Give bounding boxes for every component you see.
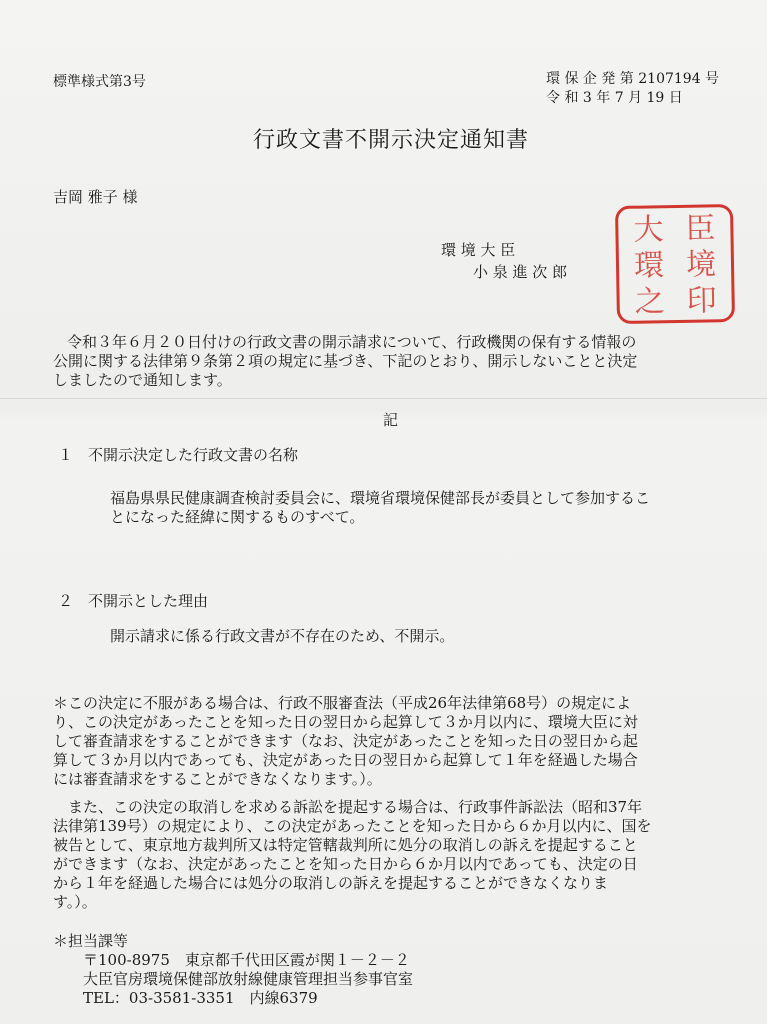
notice-line: また、この決定の取消しを求める訴訟を提起する場合は、行政事件訴訟法（昭和37年 — [53, 798, 643, 816]
seal-char: 臣 — [685, 211, 716, 247]
section2-heading: ２ 不開示とした理由 — [58, 592, 209, 610]
intro-paragraph — [53, 333, 637, 390]
intro-line: 公開に関する法律第９条第２項の規定に基づき、下記のとおり、開示しないことと決定 — [53, 352, 638, 370]
document-title: 行政文書不開示決定通知書 — [253, 128, 530, 153]
section1-heading: １ 不開示決定した行政文書の名称 — [58, 446, 299, 464]
seal-char: 境 — [685, 247, 717, 283]
seal-char: 印 — [686, 283, 717, 319]
appeal-notice — [53, 694, 638, 789]
notice-line: ができます（なお、決定があったことを知った日から６か月以内であっても、決定の日 — [53, 855, 638, 873]
seal-char: 之 — [634, 284, 665, 320]
section1-body — [110, 489, 650, 527]
notice-line: には審査請求をすることができなくなります。）。 — [53, 770, 382, 788]
contact-heading: ＊担当課等 — [53, 932, 129, 950]
contact-department: 大臣官房環境保健部放射線健康管理担当参事官室 — [83, 970, 414, 988]
ki-heading: 記 — [383, 411, 399, 429]
intro-line: 令和３年６月２０日付けの行政文書の開示請求について、行政機関の保有する情報の — [67, 333, 637, 351]
seal-char: 環 — [633, 248, 665, 284]
notice-line: す。）。 — [53, 893, 97, 911]
official-seal — [615, 204, 735, 324]
notice-line: から１年を経過した場合には処分の取消しの訴えを提起することができなくなりま — [53, 874, 609, 892]
section2-body: 開示請求に係る行政文書が不存在のため、不開示。 — [110, 627, 455, 645]
paper-fold — [0, 398, 767, 399]
seal-char: 大 — [633, 212, 664, 248]
notice-line: 算して３か月以内であっても、決定があった日の翌日から起算して１年を経過した場合 — [53, 751, 638, 769]
lawsuit-notice — [53, 798, 652, 912]
contact-address: 〒100-8975 東京都千代田区霞が関１－２－２ — [83, 951, 410, 969]
document-date: 令 和 3 年 7 月 19 日 — [546, 90, 683, 106]
contact-block — [53, 932, 413, 1008]
notice-line: 法律第139号）の規定により、この決定があったことを知った日から６か月以内に、国を — [53, 817, 652, 835]
notice-line: 被告として、東京地方裁判所又は特定管轄裁判所に処分の取消しの訴えを提起すること — [53, 836, 638, 854]
sender-position: 環 境 大 臣 — [441, 241, 516, 259]
notice-line: して審査請求をすることができます（なお、決定があったことを知った日の翌日から起 — [53, 732, 638, 750]
document-number: 環 保 企 発 第 2107194 号 — [546, 71, 720, 87]
section1-line: とになった経緯に関するものすべて。 — [110, 508, 365, 526]
section1-line: 福島県県民健康調査検討委員会に、環境省環境保健部長が委員として参加するこ — [110, 489, 651, 507]
recipient-name: 吉岡 雅子 様 — [53, 188, 138, 206]
notice-line: ＊この決定に不服がある場合は、行政不服審査法（平成26年法律第68号）の規定によ — [53, 694, 632, 712]
contact-phone: TEL：03-3581-3351 内線6379 — [83, 989, 318, 1007]
intro-line: しましたので通知します。 — [53, 371, 232, 389]
sender-name: 小 泉 進 次 郎 — [473, 263, 568, 281]
notice-line: り、この決定があったことを知った日の翌日から起算して３か月以内に、環境大臣に対 — [53, 713, 638, 731]
form-number: 標準様式第3号 — [53, 74, 146, 90]
